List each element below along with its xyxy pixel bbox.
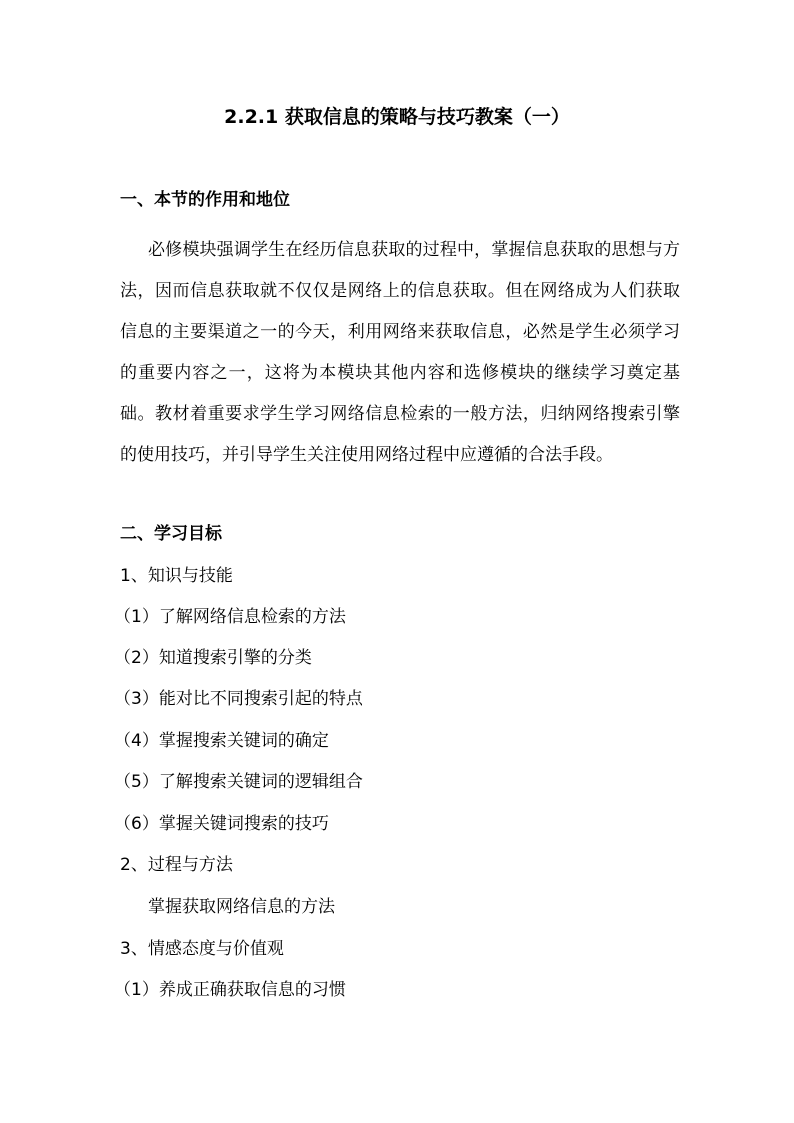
list-item: （6）掌握关键词搜索的技巧 bbox=[114, 814, 329, 834]
list-item: （3）能对比不同搜索引起的特点 bbox=[114, 689, 363, 709]
list-item: （1）养成正确获取信息的习惯 bbox=[114, 980, 346, 1000]
section-heading-role: 一、本节的作用和地位 bbox=[120, 190, 290, 210]
subheading-process-method: 2、过程与方法 bbox=[120, 855, 233, 875]
section-heading-objectives: 二、学习目标 bbox=[120, 524, 222, 544]
list-item: （2）知道搜索引擎的分类 bbox=[114, 648, 312, 668]
list-item: （4）掌握搜索关键词的确定 bbox=[114, 731, 329, 751]
subheading-knowledge-skills: 1、知识与技能 bbox=[120, 566, 233, 586]
section-paragraph-role: 必修模块强调学生在经历信息获取的过程中，掌握信息获取的思想与方法，因而信息获取就不仅仅是网络上的信息获取。但在网络成为人们获取信息的主要渠道之一的今天，利用网络来获取信息，必然是学生必须学习的重要内容之一，这将为本模块其他内容和选修模块的继续学习奠定基础。教材着重要求学生学习网络信息检索的一般方法，归纳网络搜索引擎的使用技巧，并引导学生关注使用网络过程中应遵循的合法手段。 bbox=[120, 240, 680, 465]
list-item: （1）了解网络信息检索的方法 bbox=[114, 607, 346, 627]
document-title: 2.2.1 获取信息的策略与技巧教案（一） bbox=[224, 106, 570, 128]
subheading-attitude-values: 3、情感态度与价值观 bbox=[120, 939, 284, 959]
process-method-text: 掌握获取网络信息的方法 bbox=[148, 897, 335, 917]
list-item: （5）了解搜索关键词的逻辑组合 bbox=[114, 772, 363, 792]
